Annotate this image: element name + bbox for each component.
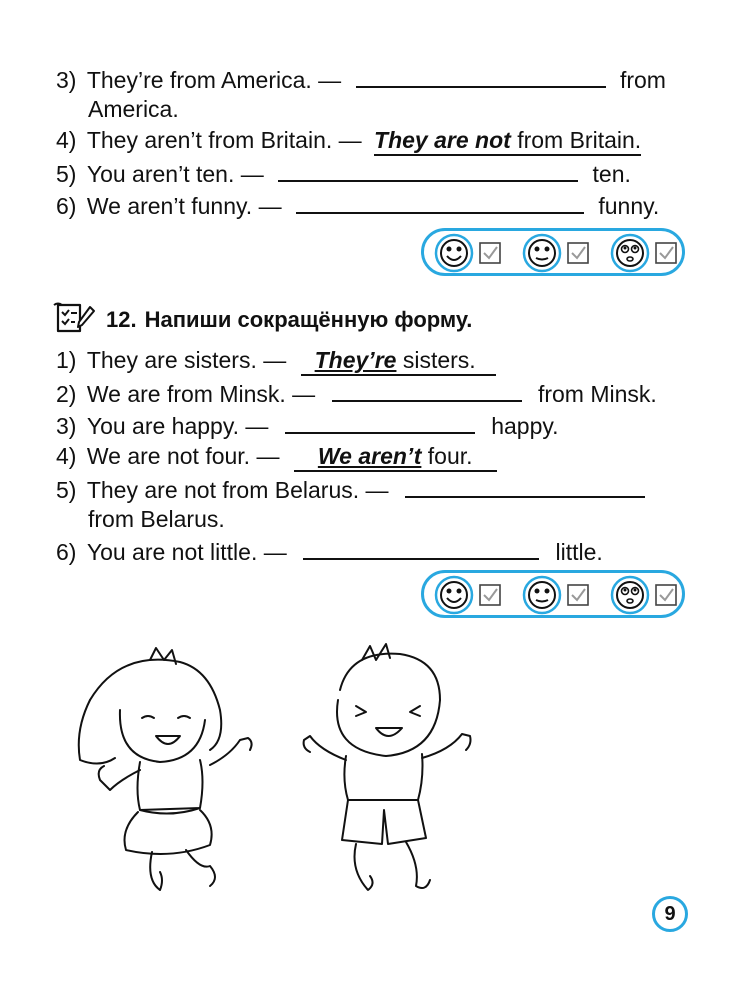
top-item-3-continuation: America. bbox=[88, 96, 179, 122]
item-text: They aren’t from Britain. — bbox=[86, 127, 362, 153]
answer-line bbox=[301, 346, 496, 376]
exercise-item-1 bbox=[56, 346, 496, 376]
item-text: You aren’t ten. — bbox=[86, 161, 264, 187]
boy-figure bbox=[304, 644, 471, 890]
smiley-worried-icon[interactable] bbox=[612, 235, 648, 271]
item-text: They’re from America. — bbox=[86, 67, 342, 93]
item-ending: from bbox=[619, 67, 666, 93]
writing-task-icon bbox=[52, 301, 96, 340]
item-number: 3) bbox=[56, 413, 77, 439]
item-ending: four. bbox=[427, 443, 473, 469]
item-ending: funny. bbox=[598, 193, 660, 219]
example-answer: We aren’t bbox=[317, 443, 422, 469]
item-ending: from Minsk. bbox=[537, 381, 657, 407]
top-item-4 bbox=[56, 126, 641, 156]
top-item-6 bbox=[56, 190, 659, 220]
item-number: 5) bbox=[56, 161, 77, 187]
item-text: They are sisters. — bbox=[86, 347, 287, 373]
item-text: They are not from Belarus. — bbox=[86, 477, 389, 503]
self-assessment-panel bbox=[421, 570, 685, 618]
exercise-item-3 bbox=[56, 410, 559, 440]
girl-figure bbox=[79, 648, 252, 890]
item-number: 4) bbox=[56, 443, 77, 469]
smiley-worried-icon[interactable] bbox=[612, 577, 648, 613]
item-number: 2) bbox=[56, 381, 77, 407]
item-text: We are not four. — bbox=[86, 443, 280, 469]
item-text: We are from Minsk. — bbox=[86, 381, 316, 407]
self-assessment-panel bbox=[421, 228, 685, 276]
item-ending: happy. bbox=[491, 413, 559, 439]
exercise-item-6 bbox=[56, 536, 603, 566]
smiley-happy-icon[interactable] bbox=[436, 577, 472, 613]
item-number: 4) bbox=[56, 127, 77, 153]
item-number: 6) bbox=[56, 193, 77, 219]
answer-blank[interactable] bbox=[356, 64, 606, 88]
exercise-item-5-continuation: from Belarus. bbox=[88, 506, 225, 532]
smiley-neutral-icon[interactable] bbox=[524, 235, 560, 271]
checkbox-icon[interactable] bbox=[480, 585, 500, 605]
answer-line bbox=[294, 442, 497, 472]
item-number: 5) bbox=[56, 477, 77, 503]
checkbox-icon[interactable] bbox=[568, 243, 588, 263]
item-text: We aren’t funny. — bbox=[86, 193, 282, 219]
checkbox-icon[interactable] bbox=[656, 585, 676, 605]
smiley-neutral-icon[interactable] bbox=[524, 577, 560, 613]
checkbox-icon[interactable] bbox=[568, 585, 588, 605]
item-number: 3) bbox=[56, 67, 77, 93]
answer-blank[interactable] bbox=[296, 190, 584, 214]
checkbox-icon[interactable] bbox=[480, 243, 500, 263]
answer-blank[interactable] bbox=[303, 536, 539, 560]
item-text: You are happy. — bbox=[86, 413, 269, 439]
item-ending: ten. bbox=[592, 161, 631, 187]
exercise-item-2 bbox=[56, 378, 657, 408]
item-text: You are not little. — bbox=[86, 539, 287, 565]
item-number: 6) bbox=[56, 539, 77, 565]
exercise-item-5 bbox=[56, 474, 645, 504]
example-answer: They’re bbox=[314, 347, 397, 373]
smiley-happy-icon[interactable] bbox=[436, 235, 472, 271]
item-ending: from Britain. bbox=[517, 127, 642, 153]
exercise-item-4 bbox=[56, 442, 497, 472]
answer-blank[interactable] bbox=[285, 410, 475, 434]
answer-blank[interactable] bbox=[405, 474, 645, 498]
exercise-number: 12. bbox=[106, 307, 137, 332]
page-number: 9 bbox=[652, 896, 688, 932]
top-item-5 bbox=[56, 158, 631, 188]
item-ending: little. bbox=[555, 539, 603, 565]
answer-blank[interactable] bbox=[332, 378, 522, 402]
kids-illustration bbox=[60, 640, 480, 910]
exercise-header bbox=[52, 302, 472, 338]
exercise-title: Напиши сокращённую форму. bbox=[144, 307, 473, 332]
checkbox-icon[interactable] bbox=[656, 243, 676, 263]
answer-line bbox=[374, 126, 641, 156]
example-answer: They are not bbox=[374, 127, 511, 153]
item-number: 1) bbox=[56, 347, 77, 373]
answer-blank[interactable] bbox=[278, 158, 578, 182]
item-ending: sisters. bbox=[402, 347, 476, 373]
top-item-3 bbox=[56, 64, 666, 94]
